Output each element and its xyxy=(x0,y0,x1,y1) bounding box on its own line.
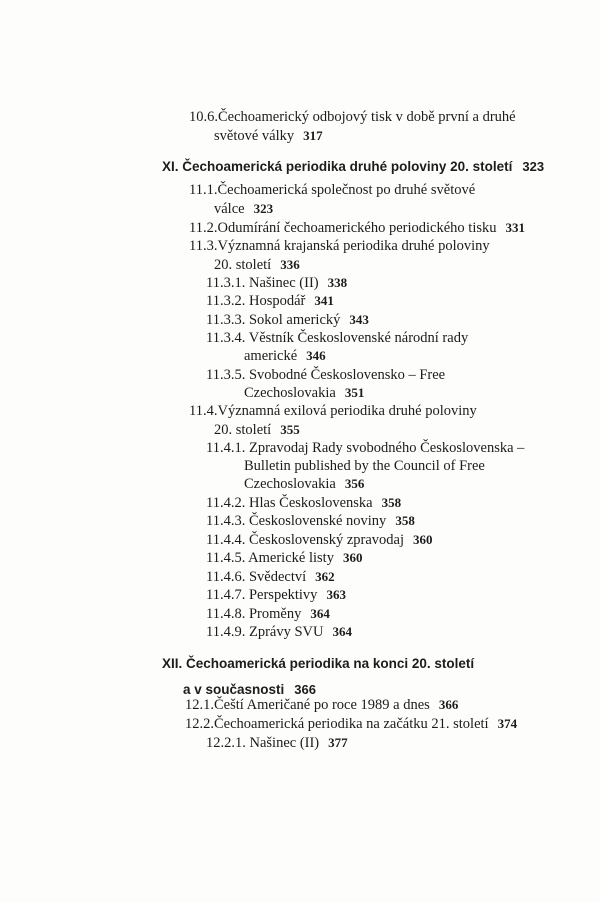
entry-page: 351 xyxy=(344,385,365,400)
chapter-title: Čechoamerická periodika druhé poloviny 20. století xyxy=(182,159,513,174)
toc-entry-10-6 xyxy=(189,108,516,126)
toc-entry-11-4-4 xyxy=(206,531,433,549)
entry-page: 317 xyxy=(303,128,323,143)
entry-number: 12.2. xyxy=(185,716,214,732)
entry-number: 10.6. xyxy=(189,109,218,125)
toc-entry-12-2-1 xyxy=(206,734,348,752)
entry-title: 20. století xyxy=(214,422,272,438)
toc-entry-continuation xyxy=(244,475,364,493)
entry-page: 362 xyxy=(315,569,335,584)
entry-title: Proměny xyxy=(248,606,302,622)
entry-title: Věstník Československé národní rady xyxy=(248,330,469,346)
entry-title: Americké listy xyxy=(248,550,334,566)
toc-entry-11-4-1 xyxy=(206,439,524,457)
entry-title: Československý zpravodaj xyxy=(248,532,405,548)
entry-page: 377 xyxy=(328,735,348,750)
entry-page: 343 xyxy=(349,312,369,327)
entry-number: 11.4. xyxy=(189,403,218,419)
toc-entry-11-3-1 xyxy=(206,274,347,292)
entry-page: 366 xyxy=(438,697,459,712)
entry-page: 336 xyxy=(280,257,300,272)
toc-chapter-xii xyxy=(162,655,474,673)
entry-title: Czechoslovakia xyxy=(244,385,336,401)
toc-entry-continuation xyxy=(214,256,300,274)
entry-title: Perspektivy xyxy=(248,587,318,603)
entry-title: Významná krajanská periodika druhé poloviny xyxy=(217,238,490,254)
entry-number: 11.1. xyxy=(189,182,218,198)
entry-title: Našinec (II) xyxy=(249,735,320,751)
toc-entry-12-1 xyxy=(185,696,458,714)
chapter-number: XII. xyxy=(162,656,183,671)
toc-entry-continuation xyxy=(244,347,326,365)
entry-page: 341 xyxy=(314,293,334,308)
entry-title: Sokol americký xyxy=(248,312,341,328)
toc-entry-11-3-5 xyxy=(206,366,445,384)
toc-entry-11-4-9 xyxy=(206,623,352,641)
entry-title: Odumírání čechoamerického periodického tisku xyxy=(217,220,497,236)
entry-number: 11.3. xyxy=(189,238,218,254)
entry-title: Čechoamerický odbojový tisk v době první a druhé xyxy=(218,109,516,125)
entry-title: Významná exilová periodika druhé poloviny xyxy=(217,403,477,419)
entry-page: 360 xyxy=(342,550,363,565)
entry-number: 12.2.1. xyxy=(206,735,246,751)
toc-entry-continuation xyxy=(214,421,300,439)
toc-entry-continuation xyxy=(214,127,323,145)
toc-entry-11-4-8 xyxy=(206,605,330,623)
entry-title: Čechoamerická periodika na začátku 21. století xyxy=(214,716,489,732)
entry-number: 12.1. xyxy=(185,697,214,713)
chapter-page: 366 xyxy=(294,682,316,697)
toc-entry-continuation xyxy=(214,200,273,218)
toc-entry-11-4-2 xyxy=(206,494,401,512)
entry-number: 11.3.4. xyxy=(206,330,246,346)
toc-entry-11-4-6 xyxy=(206,568,335,586)
entry-title: americké xyxy=(244,348,298,364)
entry-title: Svobodné Československo – Free xyxy=(248,367,446,383)
toc-chapter-xi xyxy=(162,158,544,176)
entry-page: 364 xyxy=(310,606,330,621)
entry-number: 11.4.5. xyxy=(206,550,246,566)
entry-title: Bulletin published by the Council of Free xyxy=(244,458,485,474)
toc-entry-11-3-4 xyxy=(206,329,468,347)
entry-number: 11.4.2. xyxy=(206,495,246,511)
entry-number: 11.3.5. xyxy=(206,367,246,383)
entry-number: 11.4.6. xyxy=(206,569,246,585)
toc-entry-continuation xyxy=(244,384,364,402)
entry-number: 11.4.4. xyxy=(206,532,246,548)
entry-page: 355 xyxy=(280,422,300,437)
entry-number: 11.4.3. xyxy=(206,513,246,529)
entry-title: Československé noviny xyxy=(248,513,387,529)
entry-title: válce xyxy=(214,201,245,217)
entry-title: světové války xyxy=(214,128,295,144)
toc-entry-11-4-3 xyxy=(206,512,415,530)
entry-title: Zprávy SVU xyxy=(248,624,324,640)
toc-entry-11-1 xyxy=(189,181,475,199)
entry-title: Svědectví xyxy=(248,569,307,585)
entry-title: Čechoamerická společnost po druhé světové xyxy=(217,182,476,198)
toc-entry-12-2 xyxy=(185,715,517,733)
toc-entry-11-3-2 xyxy=(206,292,334,310)
entry-number: 11.4.9. xyxy=(206,624,246,640)
entry-title: Hlas Československa xyxy=(248,495,373,511)
entry-page: 356 xyxy=(344,476,365,491)
entry-title: Czechoslovakia xyxy=(244,476,336,492)
entry-page: 374 xyxy=(497,716,518,731)
entry-page: 360 xyxy=(413,532,433,547)
entry-title: Našinec (II) xyxy=(248,275,319,291)
entry-page: 363 xyxy=(326,587,346,602)
toc-entry-11-3-3 xyxy=(206,311,369,329)
entry-number: 11.4.1. xyxy=(206,440,246,456)
entry-title: 20. století xyxy=(214,257,272,273)
entry-title: Hospodář xyxy=(248,293,306,309)
entry-number: 11.3.2. xyxy=(206,293,246,309)
entry-page: 364 xyxy=(332,624,352,639)
chapter-title: a v současnosti xyxy=(183,682,285,697)
toc-entry-11-4-5 xyxy=(206,549,362,567)
entry-title: Zpravodaj Rady svobodného Československa – xyxy=(248,440,525,456)
entry-number: 11.3.3. xyxy=(206,312,246,328)
entry-page: 358 xyxy=(395,513,415,528)
toc-entry-continuation xyxy=(244,457,485,475)
entry-page: 338 xyxy=(327,275,348,290)
entry-number: 11.4.7. xyxy=(206,587,246,603)
entry-page: 331 xyxy=(505,220,525,235)
entry-page: 358 xyxy=(381,495,402,510)
entry-page: 346 xyxy=(306,348,326,363)
entry-number: 11.4.8. xyxy=(206,606,246,622)
chapter-number: XI. xyxy=(162,159,179,174)
entry-title: Čeští Američané po roce 1989 a dnes xyxy=(214,697,430,713)
chapter-title: Čechoamerická periodika na konci 20. století xyxy=(186,656,475,671)
toc-entry-11-4-7 xyxy=(206,586,346,604)
toc-entry-11-3 xyxy=(189,237,490,255)
chapter-page: 323 xyxy=(522,159,545,174)
entry-number: 11.3.1. xyxy=(206,275,246,291)
entry-page: 323 xyxy=(253,201,274,216)
entry-number: 11.2. xyxy=(189,220,218,236)
toc-entry-11-2 xyxy=(189,219,525,237)
toc-entry-11-4 xyxy=(189,402,477,420)
